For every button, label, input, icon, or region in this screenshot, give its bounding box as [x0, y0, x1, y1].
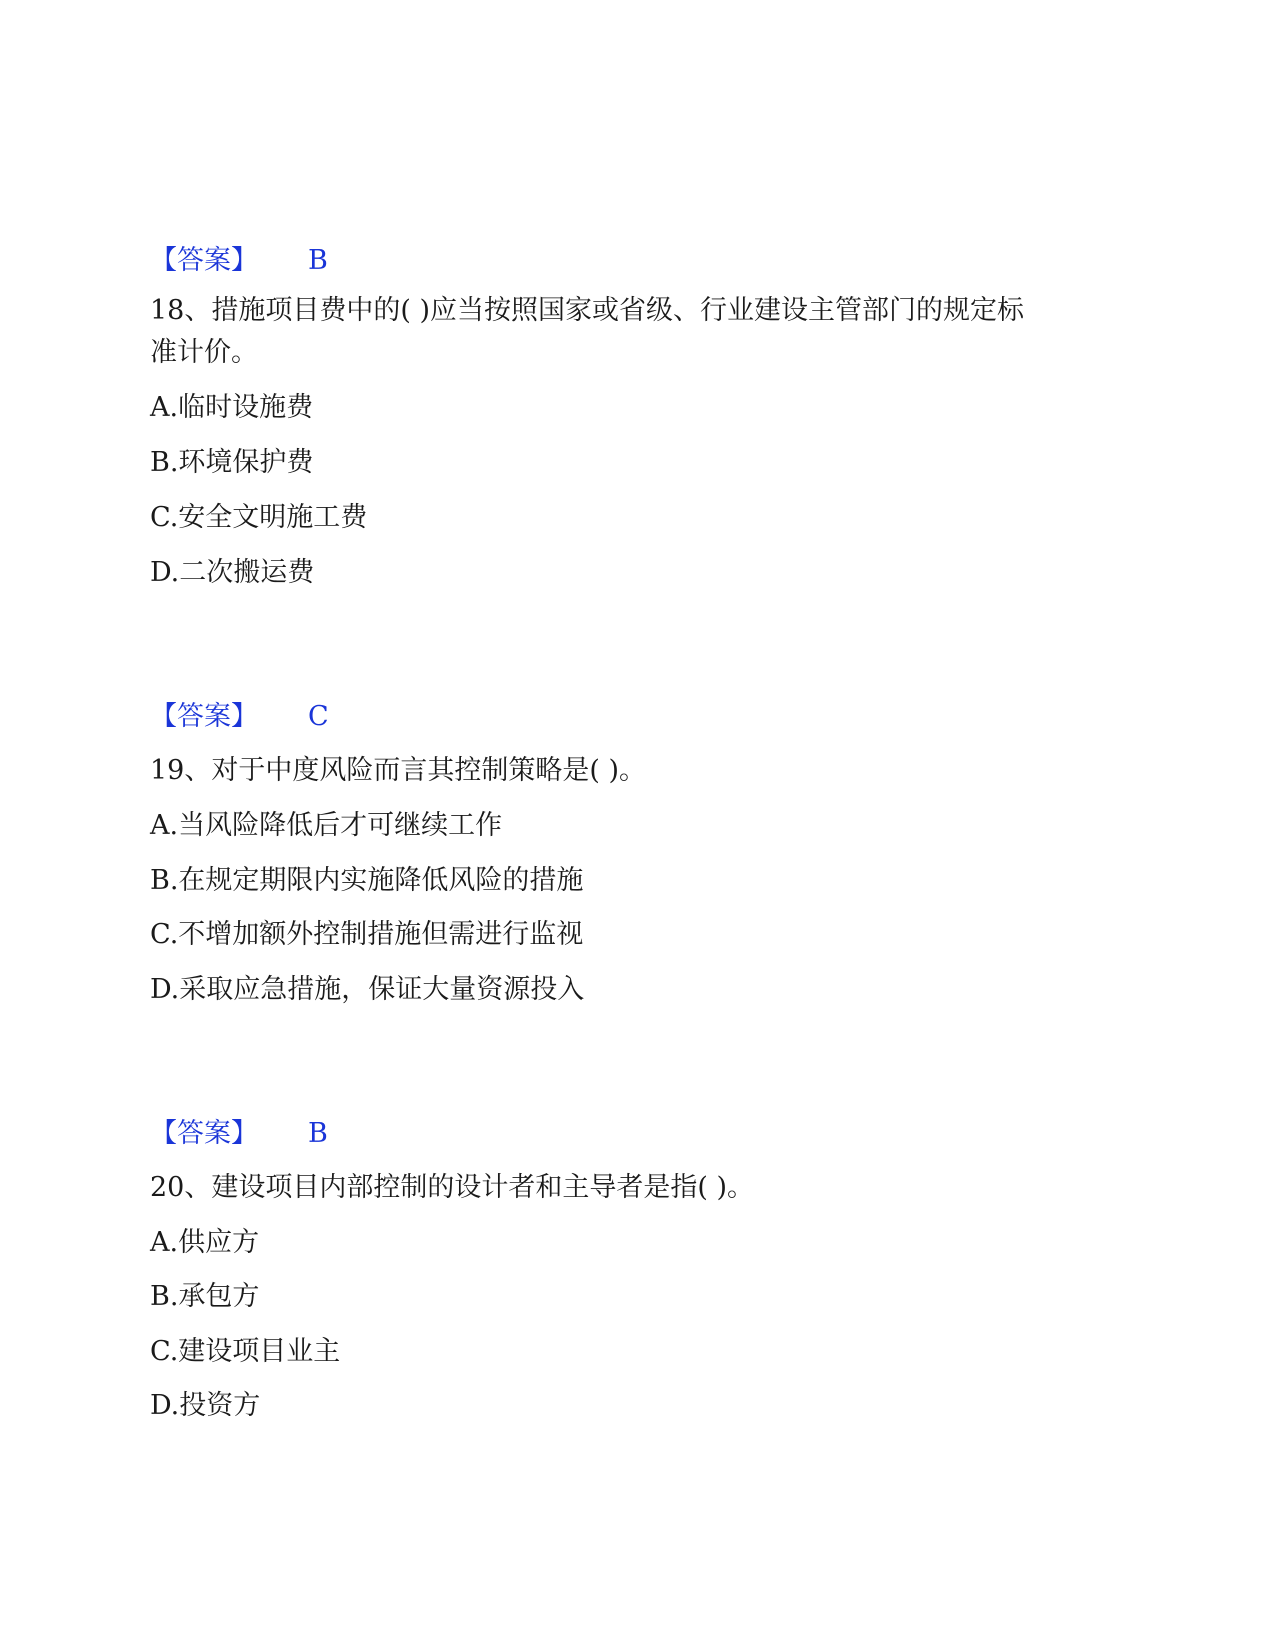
- option-a: A.供应方: [150, 1227, 260, 1258]
- option-b: B.环境保护费: [150, 447, 314, 478]
- question-text: 20、建设项目内部控制的设计者和主导者是指( )。: [150, 1172, 755, 1203]
- option-b: B.承包方: [150, 1281, 260, 1312]
- option-a: A.临时设施费: [150, 392, 314, 423]
- answer-label: 【答案】: [150, 1118, 258, 1149]
- option-b: B.在规定期限内实施降低风险的措施: [150, 865, 584, 896]
- option-d: D.采取应急措施，保证大量资源投入: [150, 974, 585, 1005]
- question-text-line-2: 准计价。: [150, 337, 258, 368]
- option-c: C.不增加额外控制措施但需进行监视: [150, 919, 584, 950]
- option-c: C.建设项目业主: [150, 1336, 341, 1367]
- answer-label: 【答案】: [150, 245, 258, 276]
- answer-line: [150, 241, 328, 281]
- question-text: 19、对于中度风险而言其控制策略是( )。: [150, 755, 647, 786]
- option-c: C.安全文明施工费: [150, 502, 368, 533]
- question-text-line-1: 18、措施项目费中的( )应当按照国家或省级、行业建设主管部门的规定标: [150, 295, 1025, 326]
- answer-value: C: [308, 701, 329, 732]
- answer-line: [150, 697, 329, 737]
- answer-value: B: [308, 1118, 328, 1149]
- answer-value: B: [308, 245, 328, 276]
- option-a: A.当风险降低后才可继续工作: [150, 810, 503, 841]
- answer-label: 【答案】: [150, 701, 258, 732]
- option-d: D.投资方: [150, 1390, 261, 1421]
- option-d: D.二次搬运费: [150, 557, 315, 588]
- answer-line: [150, 1114, 328, 1154]
